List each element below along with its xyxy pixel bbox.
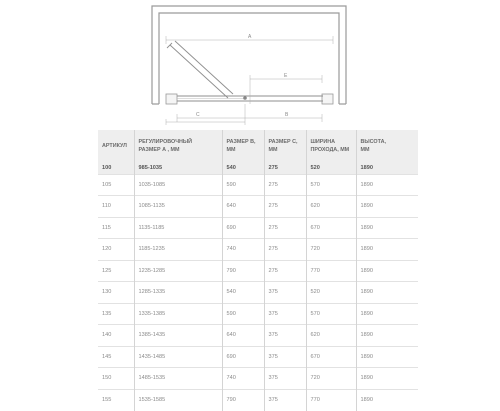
cell-size-c: 275	[264, 196, 306, 218]
cell-height: 1890	[356, 162, 418, 174]
dim-label-c: C	[196, 112, 200, 118]
cell-passage-width: 620	[306, 325, 356, 347]
cell-adjust-size-a: 1385-1435	[134, 325, 222, 347]
cell-size-b: 640	[222, 325, 264, 347]
header-text: РЕГУЛИРОВОЧНЫЙ	[138, 139, 193, 145]
cell-article: 115	[98, 217, 134, 239]
dim-label-b: B	[285, 112, 289, 118]
cell-height: 1890	[356, 303, 418, 325]
cell-adjust-size-a: 1035-1085	[134, 174, 222, 196]
cell-height: 1890	[356, 368, 418, 390]
header-text: ШИРИНА	[310, 139, 336, 145]
cell-size-b: 740	[222, 368, 264, 390]
cell-size-c: 375	[264, 346, 306, 368]
table-row	[98, 217, 418, 239]
header-height	[356, 130, 418, 162]
header-text: РАЗМЕР В,	[226, 139, 256, 145]
table-row	[98, 196, 418, 218]
table-row	[98, 174, 418, 196]
header-article	[98, 130, 134, 162]
dim-label-e: E	[284, 73, 288, 79]
cell-article: 110	[98, 196, 134, 218]
cell-passage-width: 520	[306, 162, 356, 174]
table-row	[98, 260, 418, 282]
cell-article: 130	[98, 282, 134, 304]
cell-adjust-size-a: 1335-1385	[134, 303, 222, 325]
cell-size-b: 740	[222, 239, 264, 261]
cell-height: 1890	[356, 217, 418, 239]
cell-article: 155	[98, 389, 134, 411]
cell-size-c: 275	[264, 260, 306, 282]
shower-door-diagram	[0, 0, 500, 130]
cell-size-c: 375	[264, 368, 306, 390]
cell-size-b: 540	[222, 162, 264, 174]
cell-passage-width: 720	[306, 368, 356, 390]
cell-passage-width: 570	[306, 303, 356, 325]
header-passage-width	[306, 130, 356, 162]
door-handle	[243, 96, 247, 100]
cell-size-c: 275	[264, 174, 306, 196]
cell-adjust-size-a: 1285-1335	[134, 282, 222, 304]
cell-adjust-size-a: 1485-1535	[134, 368, 222, 390]
cell-height: 1890	[356, 174, 418, 196]
cell-article: 135	[98, 303, 134, 325]
header-size-c	[264, 130, 306, 162]
header-text: ММ	[268, 147, 278, 153]
dim-label-a: A	[248, 34, 252, 40]
header-text: РАЗМЕР С,	[268, 139, 298, 145]
cell-size-c: 375	[264, 325, 306, 347]
cell-height: 1890	[356, 325, 418, 347]
cell-height: 1890	[356, 389, 418, 411]
header-text: АРТИКУЛ	[102, 143, 127, 149]
cell-passage-width: 520	[306, 282, 356, 304]
cell-height: 1890	[356, 260, 418, 282]
cell-adjust-size-a: 1235-1285	[134, 260, 222, 282]
cell-adjust-size-a: 985-1035	[134, 162, 222, 174]
cell-size-c: 375	[264, 303, 306, 325]
table-row	[98, 346, 418, 368]
cell-article: 120	[98, 239, 134, 261]
cell-adjust-size-a: 1435-1485	[134, 346, 222, 368]
table-row	[98, 303, 418, 325]
cell-passage-width: 620	[306, 196, 356, 218]
cell-passage-width: 770	[306, 260, 356, 282]
swing-door-open	[167, 41, 233, 98]
table-row	[98, 162, 418, 174]
header-text: ВЫСОТА,	[360, 139, 386, 145]
cell-article: 145	[98, 346, 134, 368]
cell-size-b: 790	[222, 389, 264, 411]
cell-article: 150	[98, 368, 134, 390]
cell-height: 1890	[356, 196, 418, 218]
cell-size-c: 275	[264, 162, 306, 174]
cell-size-b: 790	[222, 260, 264, 282]
cell-adjust-size-a: 1535-1585	[134, 389, 222, 411]
table-row	[98, 368, 418, 390]
cell-size-b: 690	[222, 346, 264, 368]
table-row	[98, 282, 418, 304]
table-row	[98, 325, 418, 347]
header-text: РАЗМЕР А , ММ	[138, 147, 180, 153]
cell-size-b: 640	[222, 196, 264, 218]
cell-adjust-size-a: 1085-1135	[134, 196, 222, 218]
cell-size-c: 375	[264, 389, 306, 411]
cell-passage-width: 670	[306, 346, 356, 368]
header-text: ММ	[360, 147, 370, 153]
cell-passage-width: 570	[306, 174, 356, 196]
cell-size-b: 540	[222, 282, 264, 304]
header-text: ПРОХОДА, ММ	[310, 147, 350, 153]
cell-size-c: 275	[264, 217, 306, 239]
specification-table	[98, 130, 418, 411]
cell-adjust-size-a: 1135-1185	[134, 217, 222, 239]
cell-height: 1890	[356, 282, 418, 304]
cell-size-c: 375	[264, 282, 306, 304]
table-body	[98, 162, 418, 411]
dimension-lines	[166, 36, 333, 125]
table-row	[98, 239, 418, 261]
cell-adjust-size-a: 1185-1235	[134, 239, 222, 261]
right-wall-profile	[322, 94, 333, 104]
cell-article: 105	[98, 174, 134, 196]
cell-article: 140	[98, 325, 134, 347]
header-size-b	[222, 130, 264, 162]
cell-article: 100	[102, 164, 112, 171]
cell-size-b: 590	[222, 174, 264, 196]
cell-size-c: 275	[264, 239, 306, 261]
cell-article: 125	[98, 260, 134, 282]
left-wall-profile	[166, 94, 177, 104]
cell-height: 1890	[356, 239, 418, 261]
table-header	[98, 130, 418, 162]
cell-passage-width: 770	[306, 389, 356, 411]
header-row	[98, 130, 418, 162]
header-adjust-size-a	[134, 130, 222, 162]
cell-size-b: 690	[222, 217, 264, 239]
cell-passage-width: 670	[306, 217, 356, 239]
cell-size-b: 590	[222, 303, 264, 325]
cell-height: 1890	[356, 346, 418, 368]
header-text: ММ	[226, 147, 236, 153]
cell-passage-width: 720	[306, 239, 356, 261]
